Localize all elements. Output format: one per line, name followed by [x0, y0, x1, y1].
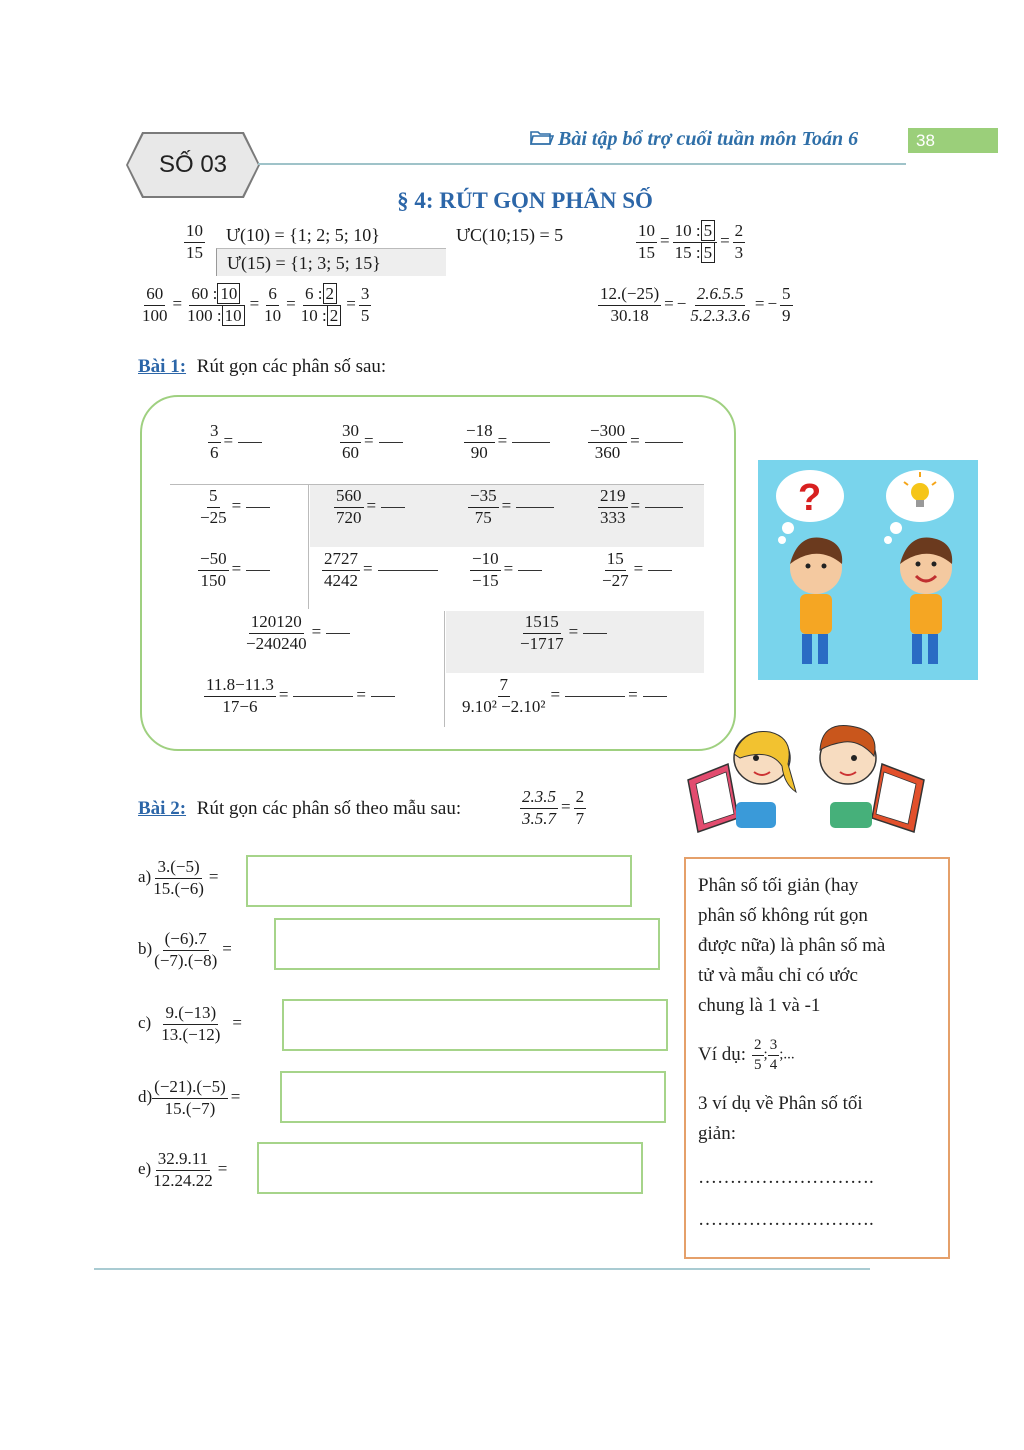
answer-blank[interactable]: [583, 633, 607, 634]
frac-den: 9: [782, 305, 791, 325]
bai1-item[interactable]: [598, 487, 683, 527]
frac-num: 15: [605, 550, 626, 571]
frac-num: 1515: [523, 613, 561, 634]
frac-den: 100 :: [187, 305, 222, 325]
frac-num: 5: [207, 487, 220, 508]
eq-sign: =: [364, 431, 374, 451]
answer-blank[interactable]: [381, 507, 405, 508]
frac-den: 5: [360, 305, 370, 325]
eq-sign: =: [172, 294, 183, 314]
header-rule: [258, 163, 906, 165]
eq-sign: =: [232, 1013, 242, 1033]
bai1-vdivider-2: [444, 611, 445, 727]
bai1-item[interactable]: [204, 676, 395, 716]
divisors-15: Ư(15) = {1; 3; 5; 15}: [216, 248, 446, 276]
bai2-item-d: [138, 1078, 243, 1118]
answer-blank[interactable]: [512, 442, 550, 443]
frac-den: −1717: [520, 633, 564, 653]
frac-num: −50: [198, 550, 229, 571]
header-title: [530, 128, 858, 151]
frac-num: 3.(−5): [155, 858, 201, 879]
eq-sign: =: [754, 294, 765, 314]
common-divisor: ƯC(10;15) = 5: [456, 225, 564, 245]
frac-den: −240240: [246, 633, 307, 653]
item-prefix: d): [138, 1087, 153, 1107]
frac-num: 2: [752, 1037, 764, 1056]
question-mark-icon: ?: [798, 477, 822, 519]
answer-blank[interactable]: [293, 696, 353, 697]
boy-thinking: [790, 538, 842, 664]
frac-den: 17−6: [222, 696, 258, 716]
bai2-sample: [520, 788, 586, 828]
frac-num: 12.(−25): [598, 285, 661, 306]
bai1-item[interactable]: [244, 613, 350, 653]
item-prefix: b): [138, 939, 153, 959]
frac-den: 4: [769, 1056, 778, 1073]
eq-sign: =: [230, 1087, 241, 1107]
frac-num: 2727: [322, 550, 360, 571]
bai1-text: Rút gọn các phân số sau:: [196, 356, 387, 377]
bai1-item[interactable]: [198, 550, 270, 590]
answer-box-c[interactable]: [282, 999, 668, 1051]
answer-blank[interactable]: [246, 507, 270, 508]
bai1-item[interactable]: [600, 550, 672, 590]
folder-icon: [530, 130, 554, 146]
item-prefix: a): [138, 867, 152, 887]
frac-den: 6: [210, 442, 219, 462]
separator: ;: [763, 1046, 768, 1063]
note-line: được nữa) là phân số mà: [698, 935, 886, 956]
answer-box-b[interactable]: [274, 918, 660, 970]
frac-den-cancelled: 5.2.3.3.6: [690, 305, 750, 325]
note-box-irreducible: [684, 857, 950, 1259]
frac-den-cancelled: 3.5.7: [522, 808, 556, 828]
bai1-item[interactable]: [588, 422, 683, 462]
bai1-item[interactable]: [470, 550, 542, 590]
answer-blank[interactable]: [326, 633, 350, 634]
eq-sign: =: [633, 559, 644, 579]
frac-num: 5: [780, 285, 793, 306]
frac-num: −35: [468, 487, 499, 508]
bai2-text: Rút gọn các phân số theo mẫu sau:: [196, 798, 462, 819]
frac-num: 60 :: [191, 284, 218, 303]
bai1-item[interactable]: [322, 550, 438, 590]
thinking-kids-illustration: [758, 460, 978, 680]
frac-num: 9.(−13): [163, 1004, 218, 1025]
frac-den: (−7).(−8): [154, 950, 218, 970]
answer-blank[interactable]: [648, 570, 672, 571]
frac-num: 7: [498, 676, 511, 697]
frac-den: 150: [200, 570, 227, 590]
eq-sign: =: [217, 1159, 228, 1179]
divisors-10: Ư(10) = {1; 2; 5; 10}: [226, 225, 380, 245]
eq-sign: =: [630, 431, 640, 451]
frac-den: 15.(−7): [164, 1098, 216, 1118]
eq-sign: =: [561, 797, 571, 817]
eq-sign: =: [231, 559, 242, 579]
footer-rule: [94, 1268, 870, 1270]
bai1-item[interactable]: [334, 487, 405, 527]
boxed-divisor: 10: [217, 283, 240, 304]
eq-sign: =: [664, 294, 674, 314]
frac-num: 10 :: [674, 221, 701, 240]
frac-den: 75: [474, 507, 492, 527]
frac-den: −15: [472, 570, 499, 590]
bai2-heading: [138, 798, 461, 820]
bai2-item-a: [138, 858, 221, 898]
bai1-item[interactable]: [198, 487, 270, 527]
bai2-item-b: [138, 930, 235, 970]
note-line: Phân số tối giản (hay: [698, 875, 859, 896]
frac-num: −10: [470, 550, 501, 571]
minus-sign: −: [676, 294, 687, 314]
frac-num: −300: [588, 422, 627, 443]
eq-sign: =: [720, 231, 730, 251]
bai1-item[interactable]: [460, 676, 667, 716]
boxed-divisor: 5: [701, 242, 716, 263]
eq-sign: =: [497, 431, 508, 451]
frac-den: 30.18: [610, 305, 649, 325]
intro-reduce-60-100: [140, 285, 371, 325]
bai1-item[interactable]: [340, 422, 403, 462]
frac-den: 15 :: [674, 242, 701, 262]
bai1-item[interactable]: [464, 422, 550, 462]
answer-blank[interactable]: [378, 570, 438, 571]
frac-den: 333: [600, 507, 626, 527]
frac-den: 15: [186, 242, 203, 262]
boxed-divisor: 5: [701, 220, 716, 241]
frac-den: 10 :: [300, 305, 327, 325]
frac-den: 720: [336, 507, 362, 527]
item-prefix: e): [138, 1159, 152, 1179]
answer-box-e[interactable]: [257, 1142, 643, 1194]
bai2-item-e: [138, 1150, 230, 1190]
answer-blank[interactable]: [516, 507, 554, 508]
frac-den: 90: [470, 442, 488, 462]
frac-num: 6: [266, 285, 279, 306]
frac-num: (−21).(−5): [152, 1078, 228, 1099]
eq-sign: =: [278, 685, 289, 705]
frac-num: 10: [184, 222, 205, 243]
note-line: chung là 1 và -1: [698, 995, 821, 1016]
thinking-kids-image: [758, 460, 978, 680]
page-number: 38: [908, 128, 998, 153]
ellipsis: ;...: [779, 1046, 795, 1063]
eq-sign: =: [231, 496, 242, 516]
frac-num: 560: [334, 487, 364, 508]
eq-sign: =: [286, 294, 296, 314]
frac-den: 60: [342, 442, 359, 462]
eq-sign: =: [366, 496, 377, 516]
eq-sign: =: [660, 231, 670, 251]
eq-sign: =: [628, 685, 638, 705]
intro-reduce-10-15: [636, 222, 745, 262]
answer-box-a[interactable]: [246, 855, 632, 907]
answer-box-d[interactable]: [280, 1071, 666, 1123]
note-dots-line[interactable]: ……………………….: [698, 1167, 874, 1188]
frac-num: 30: [340, 422, 361, 443]
frac-num: −18: [464, 422, 495, 443]
example-label: Ví dụ:: [698, 1044, 747, 1065]
eq-sign: =: [503, 559, 514, 579]
frac-den: 7: [575, 808, 585, 828]
intro-reduce-negative: [598, 285, 793, 325]
header-title-text: Bài tập bổ trợ cuối tuần môn Toán 6: [558, 128, 859, 150]
frac-num-cancelled: 2.3.5: [520, 788, 558, 809]
reading-kids-illustration: [684, 714, 928, 838]
example-fractions: [752, 1037, 795, 1073]
eq-sign: =: [356, 685, 367, 705]
frac-den: −27: [602, 570, 629, 590]
boy-idea: [900, 538, 952, 664]
eq-sign: =: [223, 431, 234, 451]
issue-label: SỐ 03: [158, 151, 228, 178]
note-task-line: giản:: [698, 1123, 736, 1144]
frac-den: 5: [754, 1056, 762, 1073]
reading-kids-image: [684, 714, 928, 838]
boy-reading: [820, 726, 924, 833]
boxed-divisor: 2: [323, 283, 338, 304]
frac-den: 12.24.22: [153, 1170, 213, 1190]
frac-den: 15: [638, 242, 655, 262]
bai1-item[interactable]: [468, 487, 554, 527]
bai2-item-c: [138, 1004, 245, 1044]
note-dots-line[interactable]: ……………………….: [698, 1209, 874, 1230]
frac-den: 13.(−12): [161, 1024, 221, 1044]
frac-num: 6 :: [305, 284, 323, 303]
eq-sign: =: [222, 939, 232, 959]
bai1-vdivider-1: [308, 485, 309, 609]
bai1-item[interactable]: [518, 613, 607, 653]
bai1-label: Bài 1:: [138, 356, 187, 377]
answer-blank[interactable]: [565, 696, 625, 697]
answer-blank[interactable]: [371, 696, 395, 697]
frac-den: 360: [594, 442, 621, 462]
eq-sign: =: [501, 496, 512, 516]
frac-num: 219: [598, 487, 628, 508]
frac-den: 10: [264, 305, 282, 325]
frac-num: 2: [733, 222, 746, 243]
note-line: tử và mẫu chỉ có ước: [698, 965, 858, 986]
eq-sign: =: [249, 294, 260, 314]
eq-sign: =: [568, 622, 579, 642]
frac-num: 3: [208, 422, 221, 443]
bai1-heading: [138, 356, 386, 378]
answer-blank[interactable]: [645, 442, 683, 443]
note-line: phân số không rút gọn: [698, 905, 868, 926]
section-title: § 4: RÚT GỌN PHÂN SỐ: [397, 188, 653, 213]
frac-den: 9.10² −2.10²: [462, 696, 546, 716]
item-prefix: c): [138, 1013, 152, 1033]
frac-num: 11.8−11.3: [204, 676, 276, 697]
answer-blank[interactable]: [518, 570, 542, 571]
answer-blank[interactable]: [246, 570, 270, 571]
bai2-label: Bài 2:: [138, 798, 187, 819]
eq-sign: =: [630, 496, 641, 516]
frac-den: 15.(−6): [153, 878, 204, 898]
eq-sign: =: [346, 294, 356, 314]
girl-reading: [688, 731, 796, 832]
frac-num: 3: [359, 285, 372, 306]
frac-num: 10: [636, 222, 657, 243]
answer-blank[interactable]: [379, 442, 403, 443]
frac-num: 3: [768, 1037, 780, 1056]
eq-sign: =: [363, 559, 373, 579]
frac-den: 3: [734, 242, 744, 262]
eq-sign: =: [208, 867, 219, 887]
frac-num: 60: [144, 285, 165, 306]
intro-frac-10-15: [184, 222, 205, 262]
minus-sign: −: [767, 294, 778, 314]
frac-num: 120120: [249, 613, 304, 634]
boxed-divisor: 2: [327, 305, 342, 326]
frac-num: (−6).7: [163, 930, 209, 951]
frac-den: 4242: [324, 570, 358, 590]
answer-blank[interactable]: [238, 442, 262, 443]
answer-blank[interactable]: [645, 507, 683, 508]
frac-den: −25: [200, 507, 227, 527]
note-example: [698, 1031, 936, 1079]
boxed-divisor: 10: [222, 305, 245, 326]
answer-blank[interactable]: [643, 696, 667, 697]
bai1-item[interactable]: [208, 422, 262, 462]
frac-num-cancelled: 2.6.5.5: [695, 285, 746, 306]
frac-num: 2: [574, 788, 587, 809]
eq-sign: =: [550, 685, 561, 705]
frac-den: 100: [142, 305, 168, 325]
frac-num: 32.9.11: [156, 1150, 210, 1171]
note-task-line: 3 ví dụ về Phân số tối: [698, 1093, 863, 1114]
eq-sign: =: [311, 622, 322, 642]
